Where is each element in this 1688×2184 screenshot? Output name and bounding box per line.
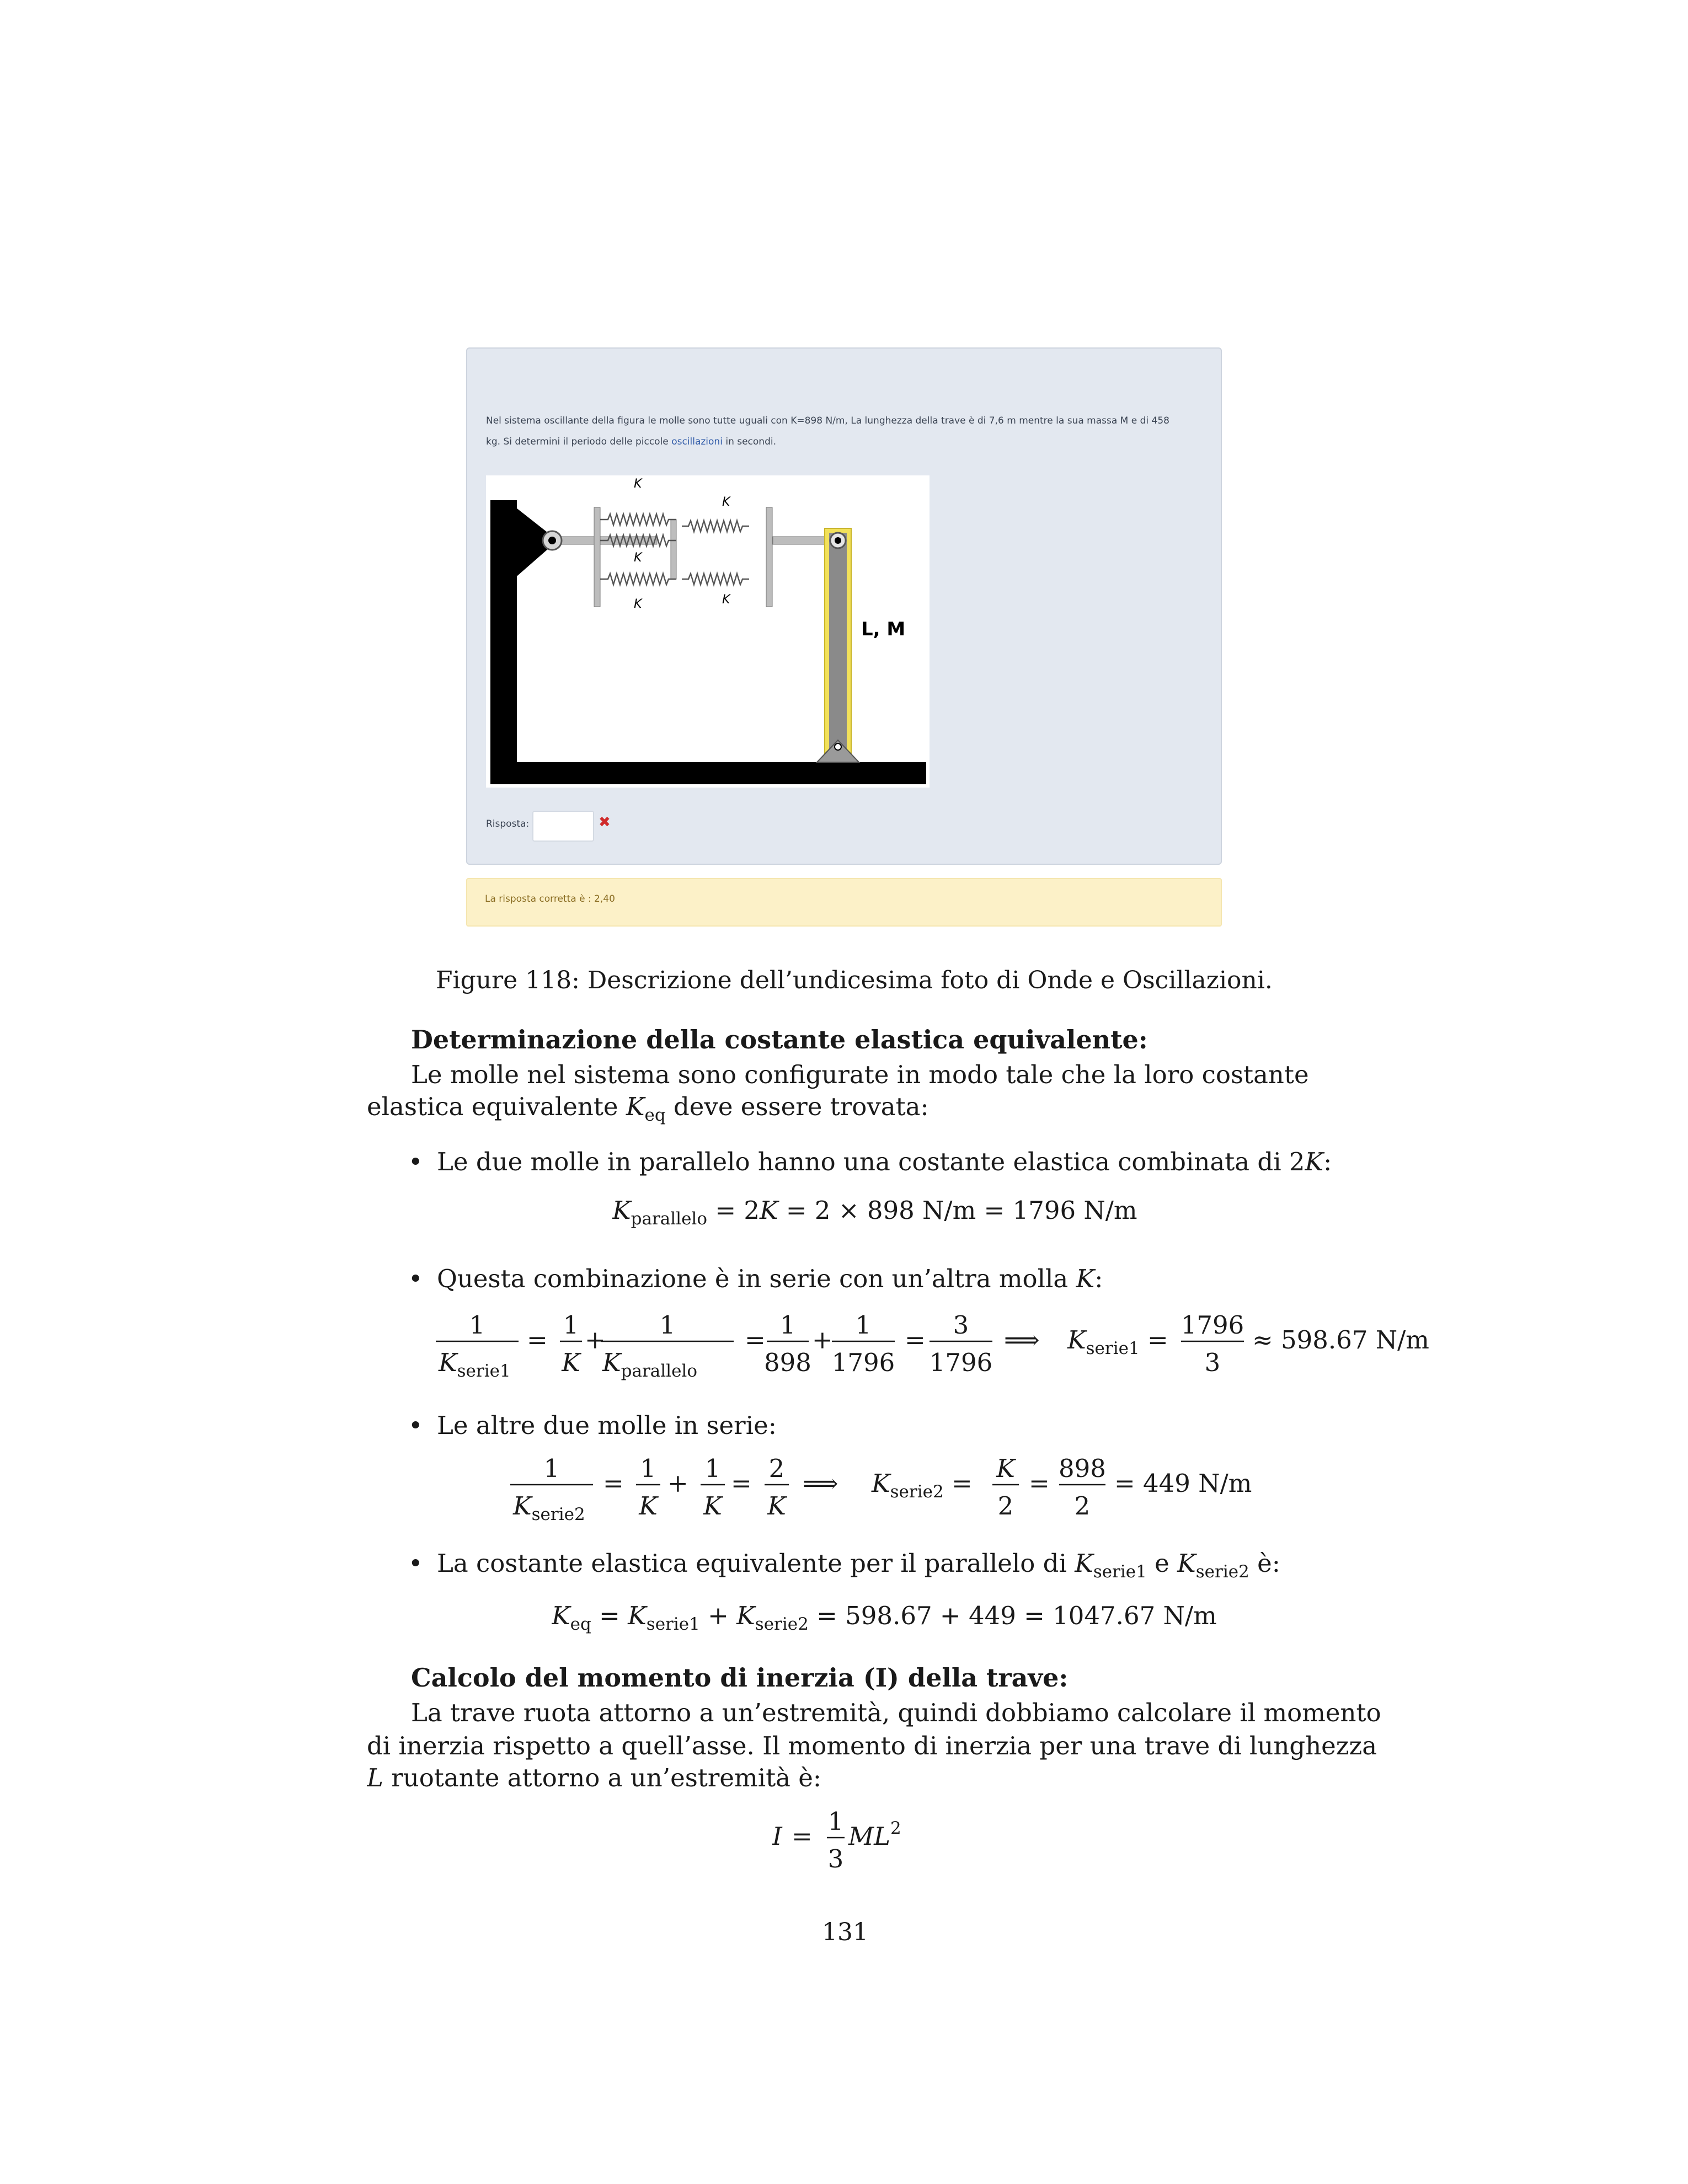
- quiz-panel: [466, 347, 1222, 865]
- svg-text:1: 1: [827, 1807, 844, 1836]
- wrong-answer-icon: ✖: [599, 814, 611, 831]
- svg-text:K: K: [703, 1491, 722, 1521]
- svg-text:Keq = Kserie1 + Kserie2 = 598.: $K_{eq} = K_{serie1} + K_{serie2} = 598.67 + 449 = 1047.67$ N/m: [552, 1601, 1217, 1634]
- section1-heading: Determinazione della costante elastica equivalente:: [411, 1025, 1148, 1054]
- svg-text:Kserie2: $K_{serie2}$: [513, 1491, 585, 1524]
- figure-caption: Figure 118: Descrizione dell’undicesima foto di Onde e Oscillazioni.: [436, 966, 1273, 994]
- svg-text:I: I: [772, 1822, 782, 1851]
- svg-text:+: +: [812, 1325, 833, 1355]
- svg-text:Kparallelo: $K_{parallelo}$: [602, 1348, 698, 1381]
- svg-text:3: 3: [827, 1844, 844, 1873]
- svg-text:+: +: [667, 1469, 688, 1498]
- svg-text:≈ 598.67 N/m: ≈ 598.67 N/m: [1252, 1325, 1429, 1355]
- section2-line3: [367, 1762, 1029, 1803]
- equation-k-parallelo: [612, 1191, 1164, 1238]
- svg-text:= 449 N/m: = 449 N/m: [1114, 1469, 1252, 1498]
- svg-text:1796: 1796: [831, 1348, 895, 1377]
- spring-3: [682, 521, 749, 532]
- beam-label: L, M: [861, 618, 906, 640]
- oscillazioni-link[interactable]: oscillazioni: [671, 436, 723, 447]
- svg-text:⟹: ⟹: [1004, 1325, 1040, 1355]
- correct-answer-text: La risposta corretta è : 2,40: [485, 893, 615, 904]
- equation-k-serie1: [436, 1307, 1440, 1392]
- svg-text:1: 1: [640, 1454, 656, 1483]
- spring-4: [600, 574, 676, 585]
- section1-intro-line2: [367, 1091, 1139, 1132]
- svg-text:2: 2: [997, 1491, 1014, 1521]
- svg-text:Kserie2 =: $K_{serie2}$ =: [872, 1469, 973, 1502]
- spring-5: [682, 574, 749, 585]
- svg-text:=: =: [792, 1822, 813, 1851]
- section2-line1: La trave ruota attorno a un’estremità, quindi dobbiamo calcolare il momento: [411, 1698, 1381, 1727]
- intro-line2-text: elastica equivalente $K_{eq}$ deve essere trovata:: [367, 1092, 929, 1125]
- svg-text:1: 1: [659, 1310, 676, 1340]
- svg-text:=: =: [731, 1469, 752, 1498]
- svg-text:3: 3: [953, 1310, 969, 1340]
- svg-text:=: =: [603, 1469, 624, 1498]
- floor: [490, 762, 926, 784]
- svg-text:2: 2: [768, 1454, 785, 1483]
- spring-label: K: [722, 593, 730, 607]
- section2-line2: di inerzia rispetto a quell’asse. Il momento di inerzia per una trave di lunghezza: [367, 1731, 1377, 1760]
- svg-text:•Questa combinazione è in seri: • Questa combinazione è in serie con un’altra molla K:: [408, 1264, 1103, 1293]
- spring-system-figure: [486, 475, 930, 788]
- svg-text:1796: 1796: [929, 1348, 993, 1377]
- svg-text:=: =: [527, 1325, 548, 1355]
- svg-text:=: =: [745, 1325, 766, 1355]
- svg-text:⟹: ⟹: [803, 1469, 838, 1498]
- svg-text:K: K: [996, 1454, 1015, 1483]
- spring-1: [600, 514, 676, 525]
- svg-text:K: K: [767, 1491, 786, 1521]
- svg-text:Kserie1 =: $K_{serie1}$ =: [1067, 1325, 1168, 1358]
- svg-text:K: K: [639, 1491, 658, 1521]
- svg-text:2: 2: [1074, 1491, 1091, 1521]
- svg-text:Kserie1: $K_{serie1}$: [439, 1348, 511, 1381]
- beam: [829, 533, 847, 758]
- svg-text:1: 1: [469, 1310, 485, 1340]
- svg-text:1796: 1796: [1180, 1310, 1244, 1340]
- section1-intro-line1: Le molle nel sistema sono configurate in modo tale che la loro costante: [411, 1060, 1309, 1089]
- spring-label: K: [634, 597, 642, 611]
- answer-input[interactable]: [532, 811, 594, 842]
- spring-label: K: [634, 551, 642, 565]
- svg-text:=: =: [905, 1325, 926, 1355]
- svg-text:L ruotante attorno a un’estrem: L ruotante attorno a un’estremità è:: [367, 1763, 822, 1792]
- equation-k-serie2: [510, 1450, 1283, 1535]
- svg-text:•Le due molle in parallelo han: • Le due molle in parallelo hanno una costante elastica combinata di 2K:: [408, 1147, 1332, 1176]
- spring-system-diagram: [486, 475, 930, 788]
- quiz-question-text: kg. Si determini il periodo delle piccole: [486, 436, 672, 447]
- quiz-question-line1: Nel sistema oscillante della figura le molle sono tutte uguali con K=898 N/m, La lunghezza della trave è di 7,6 m mentre la sua massa M e di 458: [486, 415, 1169, 426]
- svg-text:898: 898: [1059, 1454, 1106, 1483]
- svg-text:898: 898: [764, 1348, 811, 1377]
- svg-text:1: 1: [563, 1310, 579, 1340]
- spring-label: K: [634, 477, 642, 491]
- svg-text:1: 1: [704, 1454, 721, 1483]
- svg-text:K: K: [562, 1348, 580, 1377]
- feedback-box: [466, 878, 1222, 927]
- svg-text:1: 1: [779, 1310, 796, 1340]
- left-wall: [490, 500, 517, 781]
- answer-label: Risposta:: [486, 818, 530, 829]
- quiz-question-line2: [486, 431, 1203, 452]
- svg-text:1: 1: [855, 1310, 872, 1340]
- svg-text:3: 3: [1204, 1348, 1221, 1377]
- svg-text:•La costante elastica equivale: • La costante elastica equivalente per il parallelo di $K_{serie1}$ e $K_{serie2}$ è:: [408, 1549, 1280, 1582]
- equation-k-eq: [552, 1597, 1269, 1643]
- section2-heading: Calcolo del momento di inerzia (I) della trave:: [411, 1663, 1069, 1693]
- svg-text:•Le altre due molle in serie:: • Le altre due molle in serie:: [408, 1411, 777, 1440]
- bullet-3: [408, 1410, 960, 1450]
- bullet-1: [408, 1146, 1346, 1187]
- svg-text:+: +: [585, 1325, 606, 1355]
- page-number: 131: [822, 1918, 868, 1946]
- svg-text:=: =: [1029, 1469, 1050, 1498]
- spring-label: K: [722, 495, 730, 509]
- quiz-question: [486, 410, 1203, 452]
- svg-text:ML2: $ML^2$: [848, 1818, 901, 1851]
- bullet-4: [408, 1548, 1346, 1594]
- bullet-2: [408, 1263, 1346, 1304]
- svg-text:Kparallelo = 2K = 2 × 898 N/m: $K_{parallelo} = 2K = 2 \times 898$ N/m = 1796 N/m: [612, 1196, 1137, 1229]
- equation-moment-of-inertia: [772, 1803, 938, 1883]
- svg-text:1: 1: [543, 1454, 560, 1483]
- quiz-question-text-end: in secondi.: [722, 436, 776, 447]
